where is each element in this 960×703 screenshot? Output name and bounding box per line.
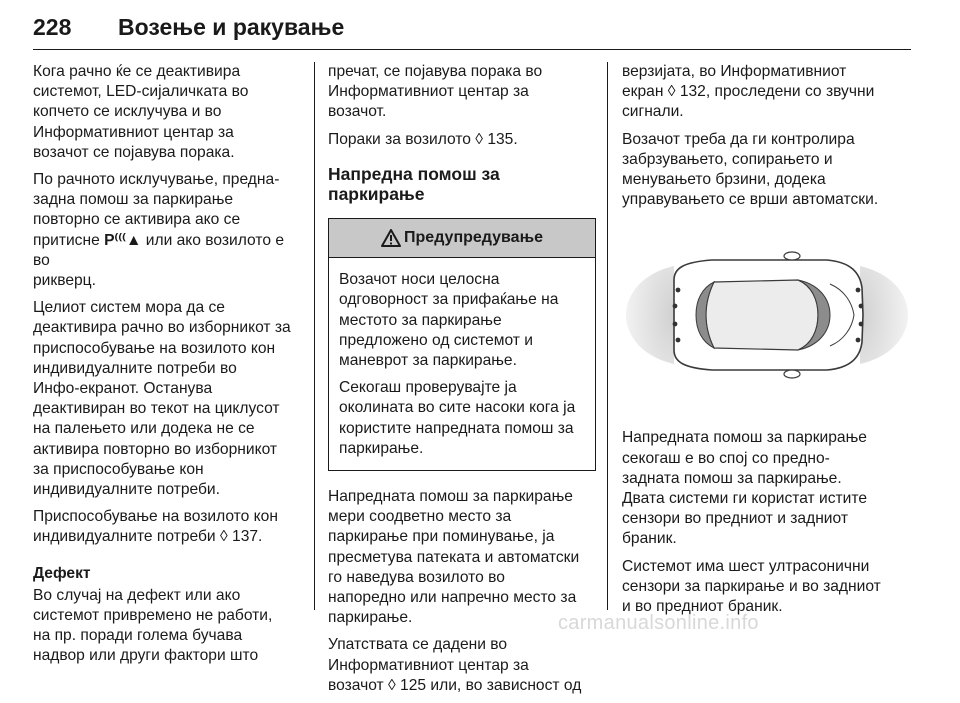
column-divider-1	[314, 62, 315, 610]
warning-triangle-icon	[381, 229, 401, 247]
page-header	[0, 0, 960, 52]
paragraph: Напредната помош за паркирање мери соодветно место за паркирање при поминување, ја пресметува патеката и автоматски го наведува возилото во напоредно или напречно место за паркирање.	[328, 488, 580, 627]
paragraph: пречат, се појавува порака во Информативниот центар за возачот.	[328, 63, 543, 121]
paragraph: Системот има шест ултрасонични сензори за паркирање и во задниот и во предниот браник.	[622, 557, 881, 616]
column-2	[328, 62, 596, 703]
paragraph: Секогаш проверувајте ја околината во сите насоки кога ја користите напредната помош за паркирање.	[339, 379, 576, 457]
rear-sensor-zone	[626, 266, 674, 364]
warning-box	[328, 218, 596, 471]
paragraph: Во случај на дефект или ако системот привремено не работи, на пр. поради голема бучава надвор или други фактори што	[33, 586, 273, 665]
paragraph: Пораки за возилото ◊ 135.	[328, 130, 518, 148]
column-divider-2	[607, 62, 608, 610]
watermark: carmanualsonline.info	[558, 612, 759, 634]
front-sensor-zone	[860, 266, 908, 364]
paragraph: верзијата, во Информативниот екран ◊ 132, проследени со звучни сигнали.	[622, 63, 875, 121]
car-top-view-illustration	[622, 224, 912, 406]
paragraph: Возачот носи целосна одговорност за прифаќање на местото за паркирање предложено од системот и маневрот за паркирање.	[339, 271, 559, 370]
paragraph: Целиот систем мора да се деактивира рачно во изборникот за приспособување на возилото кон индивидуалните потреби во Инфо-екранот. Останува деактивиран во текот на циклусот на палењето или додека не се активира повторно во изборникот за приспособување кон индивидуалните потреби.	[33, 299, 291, 499]
warning-body	[329, 258, 595, 470]
page-reference[interactable]: ◊ 132	[667, 83, 706, 101]
column-1	[33, 62, 305, 674]
section-heading-advanced-parking: Напредна помош за паркирање	[328, 163, 500, 205]
paragraph: Кога рачно ќе се деактивира системот, LED-сијаличката во копчето се исклучува и во Информативниот центар за возачот се појавува порака.	[33, 63, 249, 161]
car-roof	[706, 280, 818, 350]
page-reference[interactable]: ◊ 137.	[219, 528, 263, 546]
parking-assist-button-icon: P⁽⁽⁽▲	[104, 231, 142, 249]
paragraph: По рачното исклучување, предна- задна помош за паркирање повторно се активира ако се притисне P⁽⁽⁽▲ или ако возилото е во рикверц.	[33, 171, 284, 290]
page-reference[interactable]: ◊ 125	[388, 676, 427, 694]
warning-title: Предупредување	[404, 229, 543, 247]
section-heading-defect: Дефект	[33, 564, 91, 582]
column-3	[622, 62, 912, 624]
paragraph: Приспособување на возилото кон индивидуалните потреби ◊ 137.	[33, 508, 278, 546]
page-reference[interactable]: ◊ 135.	[475, 130, 518, 148]
parking-sensors-figure	[622, 224, 912, 406]
chapter-title: Возење и ракување	[118, 14, 345, 40]
page-number: 228	[33, 14, 72, 40]
warning-header	[329, 219, 595, 258]
mirror-right	[784, 370, 800, 378]
header-divider	[33, 49, 911, 50]
mirror-left	[784, 252, 800, 260]
paragraph: Напредната помош за паркирање секогаш е во спој со предно- задната помош за паркирање. Двата системи ги користат истите сензори во предниот и задниот браник.	[622, 429, 868, 548]
paragraph: Упатствата се дадени во Информативниот центар за возачот ◊ 125 или, во зависност од	[328, 636, 582, 694]
paragraph: Возачот треба да ги контролира забрзувањето, сопирањето и менувањето брзини, додека управувањето се врши автоматски.	[622, 130, 879, 209]
